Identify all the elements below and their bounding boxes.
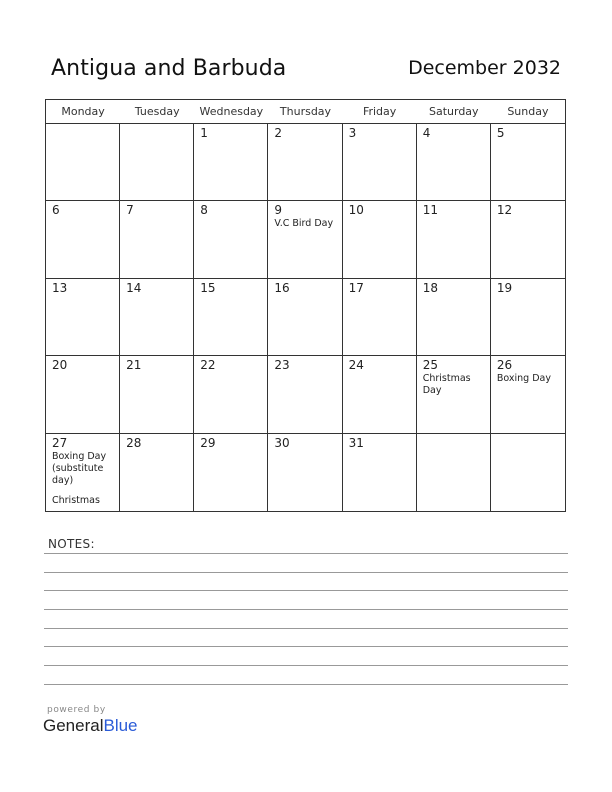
calendar-day-cell	[120, 201, 194, 278]
day-number: 21	[126, 358, 142, 373]
calendar-day-cell	[120, 434, 194, 511]
day-number: 25	[422, 358, 438, 373]
logo-general-text: General	[43, 716, 104, 735]
calendar-day-cell	[268, 124, 342, 201]
day-number: 15	[200, 280, 216, 295]
note-line	[44, 628, 568, 629]
calendar-day-cell	[417, 201, 491, 278]
calendar-day-cell	[194, 434, 268, 511]
calendar-day-cell	[343, 201, 417, 278]
holiday-label: Boxing Day (substitute day)	[52, 450, 107, 486]
calendar-country-title: Antigua and Barbuda	[51, 56, 287, 81]
calendar-table	[45, 99, 566, 512]
calendar-day-cell	[194, 356, 268, 433]
calendar-day-cell	[268, 356, 342, 433]
day-number: 2	[274, 126, 283, 140]
day-number: 18	[422, 280, 438, 295]
note-line	[44, 665, 568, 666]
calendar-day-cell	[268, 279, 342, 356]
day-number: 22	[200, 358, 216, 373]
weekday-header-thursday: Thursday	[279, 105, 332, 118]
note-line	[44, 572, 568, 573]
weekday-header-wednesday: Wednesday	[199, 105, 264, 118]
day-number: 12	[496, 203, 513, 218]
calendar-day-cell	[343, 124, 417, 201]
calendar-day-cell	[194, 201, 268, 278]
calendar-day-cell	[491, 434, 565, 511]
calendar-day-cell	[491, 201, 565, 278]
day-number: 5	[496, 126, 505, 140]
day-number: 31	[348, 435, 364, 450]
holiday-label: Christmas	[52, 494, 100, 506]
notes-label: NOTES:	[48, 537, 95, 551]
note-line	[44, 609, 568, 610]
calendar-day-cell	[417, 356, 491, 433]
holiday-label: Boxing Day	[496, 373, 551, 385]
calendar-day-cell	[343, 279, 417, 356]
weekday-header-friday: Friday	[362, 105, 397, 118]
holiday-label: V.C Bird Day	[274, 218, 334, 230]
calendar-day-cell	[491, 124, 565, 201]
calendar-day-cell	[194, 279, 268, 356]
calendar-day-cell	[46, 201, 120, 278]
day-number: 3	[348, 126, 357, 140]
calendar-day-cell	[268, 201, 342, 278]
note-line	[44, 684, 568, 685]
note-line	[44, 590, 568, 591]
day-number: 14	[126, 280, 142, 295]
day-number: 9	[274, 203, 283, 218]
weekday-header-sunday: Sunday	[507, 105, 549, 118]
calendar-day-cell	[194, 124, 268, 201]
weekday-header-tuesday: Tuesday	[134, 105, 180, 118]
note-line	[44, 646, 568, 647]
day-number: 23	[274, 358, 290, 373]
calendar-day-cell	[268, 434, 342, 511]
day-number: 30	[274, 435, 290, 450]
calendar-day-cell	[120, 124, 194, 201]
weekday-header-saturday: Saturday	[428, 105, 479, 118]
day-number: 20	[52, 358, 68, 373]
calendar-day-grid	[46, 124, 565, 511]
calendar-day-cell	[417, 434, 491, 511]
day-number: 11	[422, 203, 438, 218]
day-number: 28	[126, 435, 142, 450]
day-number: 27	[52, 435, 68, 450]
note-line	[44, 553, 568, 554]
calendar-day-cell	[491, 279, 565, 356]
calendar-month-title: December 2032	[408, 57, 561, 79]
day-number: 4	[422, 126, 431, 140]
calendar-day-cell	[120, 356, 194, 433]
day-number: 1	[200, 126, 208, 140]
calendar-day-cell	[46, 124, 120, 201]
day-number: 19	[496, 280, 513, 295]
calendar-day-cell	[491, 356, 565, 433]
calendar-day-cell	[120, 279, 194, 356]
weekday-header-monday: Monday	[61, 105, 105, 118]
day-number: 26	[496, 358, 513, 373]
day-number: 17	[348, 280, 364, 295]
generalblue-logo	[43, 716, 138, 736]
logo-blue-text: Blue	[103, 716, 138, 735]
day-number: 10	[348, 203, 364, 218]
day-number: 16	[274, 280, 290, 295]
day-number: 6	[52, 203, 60, 218]
calendar-day-cell	[46, 356, 120, 433]
calendar-day-cell	[417, 279, 491, 356]
calendar-day-cell	[417, 124, 491, 201]
day-number: 29	[200, 435, 216, 450]
day-number: 13	[52, 280, 68, 295]
powered-by-text: powered by	[47, 705, 106, 715]
weekday-header-row	[46, 100, 565, 124]
holiday-label: Christmas Day	[422, 373, 471, 397]
calendar-day-cell	[343, 434, 417, 511]
day-number: 8	[200, 203, 208, 218]
calendar-day-cell	[343, 356, 417, 433]
calendar-day-cell	[46, 279, 120, 356]
day-number: 24	[348, 358, 364, 373]
day-number: 7	[126, 203, 134, 218]
calendar-day-cell	[46, 434, 120, 511]
